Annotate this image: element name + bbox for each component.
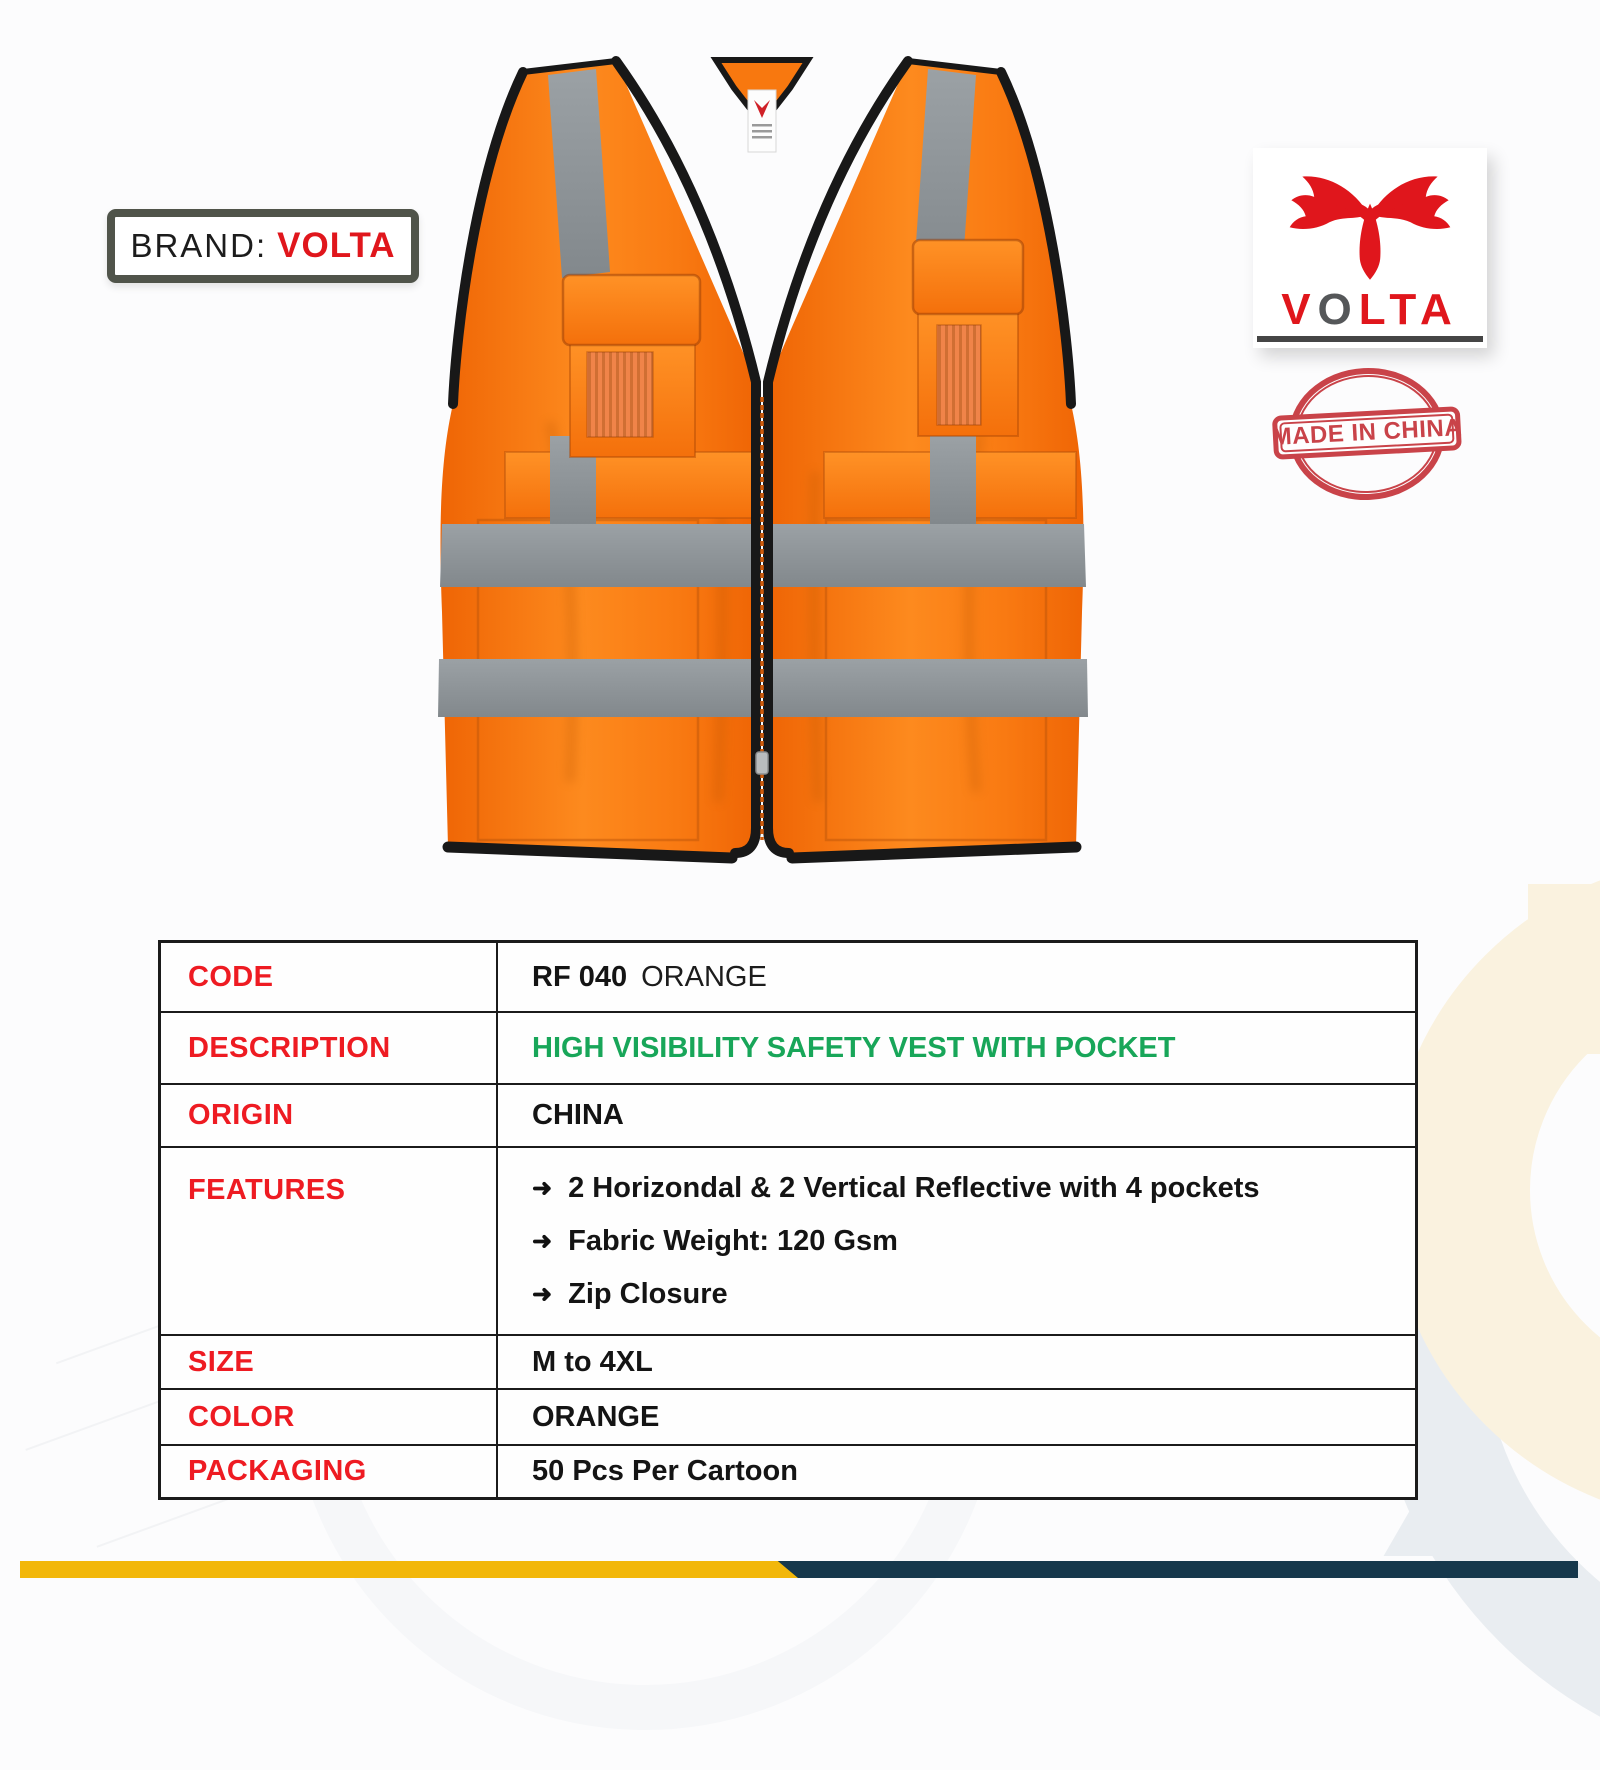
- row-value: [498, 1148, 1415, 1334]
- volta-wordmark: [1253, 285, 1487, 334]
- row-value: 50 Pcs Per Cartoon: [532, 1455, 798, 1487]
- arrow-bullet-icon: ➜: [532, 1175, 553, 1202]
- brand-box: [107, 209, 419, 283]
- background-cream-bar: [1528, 884, 1600, 1054]
- stamp-text: MADE IN CHINA: [1271, 414, 1463, 451]
- wordmark-letter: V: [1281, 285, 1318, 334]
- row-label: CODE: [161, 943, 498, 1011]
- row-value: CHINA: [532, 1099, 624, 1131]
- feature-list: [532, 1162, 1260, 1321]
- bottom-bar-yellow: [20, 1561, 798, 1578]
- volta-eagle-icon: [1277, 154, 1463, 282]
- product-image-safety-vest: [420, 52, 1110, 877]
- table-row-color: [161, 1390, 1415, 1446]
- collar-label: [748, 90, 776, 152]
- arrow-bullet-icon: ➜: [532, 1281, 553, 1308]
- row-value: ORANGE: [532, 1400, 660, 1433]
- feature-item: [532, 1268, 1260, 1321]
- feature-text: 2 Horizondal & 2 Vertical Reflective with 4 pockets: [568, 1172, 1260, 1204]
- feature-item: [532, 1162, 1260, 1215]
- table-row-packaging: [161, 1446, 1415, 1497]
- table-row-features: [161, 1148, 1415, 1336]
- code-value-bold: RF 040: [532, 960, 628, 993]
- row-label: ORIGIN: [161, 1085, 498, 1146]
- feature-text: Fabric Weight: 120 Gsm: [568, 1225, 898, 1257]
- logo-underline: [1257, 336, 1483, 342]
- spec-table: [158, 940, 1418, 1500]
- wordmark-letter: T: [1389, 285, 1421, 334]
- row-value: [498, 943, 1415, 1011]
- row-label: SIZE: [161, 1336, 498, 1388]
- table-row-size: [161, 1336, 1415, 1390]
- table-row-description: [161, 1013, 1415, 1085]
- feature-item: [532, 1215, 1260, 1268]
- code-value-rest: ORANGE: [641, 960, 767, 993]
- table-row-code: [161, 943, 1415, 1013]
- table-row-origin: [161, 1085, 1415, 1148]
- row-label: PACKAGING: [161, 1446, 498, 1497]
- row-label: FEATURES: [161, 1148, 498, 1334]
- arrow-bullet-icon: ➜: [532, 1228, 553, 1255]
- row-value: M to 4XL: [532, 1345, 653, 1378]
- row-value: HIGH VISIBILITY SAFETY VEST WITH POCKET: [532, 1031, 1176, 1064]
- row-label: COLOR: [161, 1390, 498, 1444]
- wordmark-letter: O: [1317, 285, 1359, 334]
- volta-logo-card: [1253, 148, 1487, 348]
- wordmark-letter: A: [1420, 285, 1459, 334]
- brand-prefix-label: BRAND:: [130, 227, 268, 264]
- feature-text: Zip Closure: [568, 1278, 728, 1310]
- wordmark-letter: L: [1358, 285, 1390, 334]
- brand-name-label: VOLTA: [277, 226, 396, 265]
- row-label: DESCRIPTION: [161, 1013, 498, 1083]
- made-in-china-stamp: [1271, 360, 1463, 511]
